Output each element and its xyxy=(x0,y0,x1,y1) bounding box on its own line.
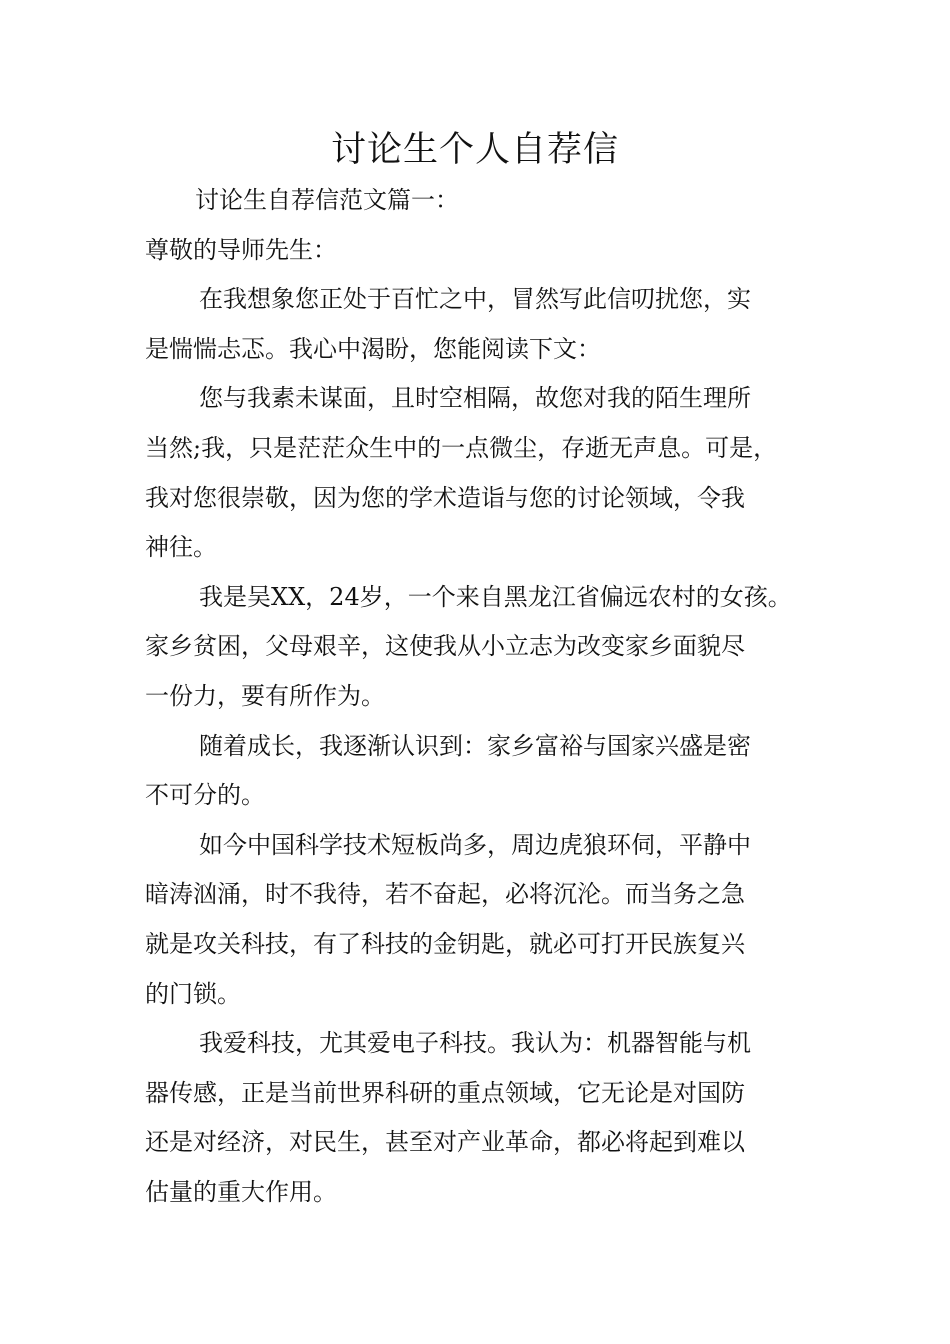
text-line: 器传感，正是当前世界科研的重点领域，它无论是对国防 xyxy=(145,1078,745,1107)
text-line: 尊敬的导师先生： xyxy=(145,235,337,264)
text-line: 不可分的。 xyxy=(145,781,265,810)
text-line: 在我想象您正处于百忙之中，冒然写此信叨扰您，实 xyxy=(199,285,751,314)
text-line: 我是吴XX，24岁，一个来自黑龙江省偏远农村的女孩。 xyxy=(199,582,792,611)
document-title: 讨论生个人自荐信 xyxy=(330,130,619,170)
text-line: 的门锁。 xyxy=(145,979,241,1008)
text-line: 随着成长，我逐渐认识到：家乡富裕与国家兴盛是密 xyxy=(199,731,751,760)
document-body xyxy=(145,176,815,1217)
text-line: 神往。 xyxy=(145,533,217,562)
text-line: 当然;我，只是茫茫众生中的一点微尘，存逝无声息。可是， xyxy=(145,433,778,462)
text-line: 就是攻关科技，有了科技的金钥匙，就必可打开民族复兴 xyxy=(145,929,745,958)
text-line: 是惴惴忐忑。我心中渴盼，您能阅读下文： xyxy=(145,334,601,363)
text-line: 讨论生自荐信范文篇一： xyxy=(195,186,459,214)
text-line: 我对您很崇敬，因为您的学术造诣与您的讨论领域，令我 xyxy=(145,483,745,512)
text-line: 一份力，要有所作为。 xyxy=(145,681,385,710)
text-line: 估量的重大作用。 xyxy=(145,1177,337,1206)
text-line: 我爱科技，尤其爱电子科技。我认为：机器智能与机 xyxy=(199,1029,751,1058)
text-line: 您与我素未谋面，且时空相隔，故您对我的陌生理所 xyxy=(199,384,751,413)
text-line: 家乡贫困，父母艰辛，这使我从小立志为改变家乡面貌尽 xyxy=(145,632,745,661)
text-line: 如今中国科学技术短板尚多，周边虎狼环伺，平静中 xyxy=(199,830,751,859)
text-line: 暗涛汹涌，时不我待，若不奋起，必将沉沦。而当务之急 xyxy=(145,880,745,909)
text-line: 还是对经济，对民生，甚至对产业革命，都必将起到难以 xyxy=(145,1128,745,1157)
